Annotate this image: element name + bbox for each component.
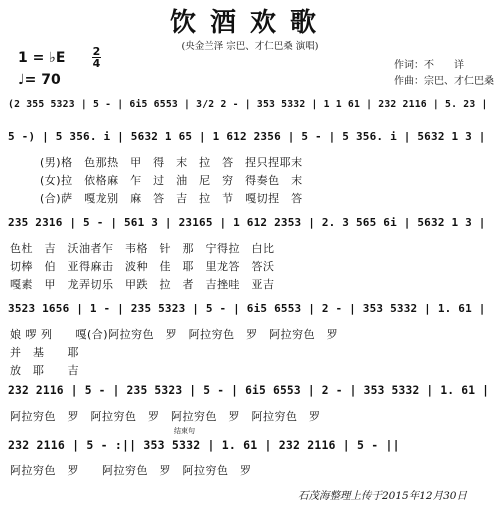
lyric-row-4b: 并 基 耶 (10, 346, 79, 359)
music-line-1: (2 355 5323 | 5 - | 6i5 6553 | 3/2 2 - | 353 5332 | 1 1 61 | 232 2116 | 5. 23 | (8, 99, 488, 110)
lyric-row-male: (男)格 色那热 甲 得 末 拉 答 捏只捏耶末 (40, 156, 303, 169)
key-signature: 1 = ♭E (18, 50, 66, 66)
lyric-row-3a: 色杜 吉 沃油者乍 韦格 针 那 宁得拉 白比 (10, 242, 275, 255)
time-signature-top: 2 (92, 45, 101, 58)
performers-line: (央金兰泽 宗巴、才仁巴桑 演唱) (181, 41, 319, 52)
upload-footer: 石茂海整理上传于2015年12月30日 (298, 490, 467, 502)
lyric-row-5: 阿拉穷色 罗 阿拉穷色 罗 阿拉穷色 罗 阿拉穷色 罗 (10, 410, 321, 423)
music-line-3: 235 2316 | 5 - | 561 3 | 23165 | 1 612 2353 | 2. 3 565 6i | 5632 1 3 | (8, 216, 486, 229)
composer-credit: 作曲：宗巴、才仁巴桑 (394, 76, 494, 87)
lyric-row-3b: 切棒 伯 亚得麻击 波种 佳 耶 里龙答 答沃 (10, 260, 275, 273)
lyric-row-6: 阿拉穷色 罗 阿拉穷色 罗 阿拉穷色 罗 (10, 464, 252, 477)
music-line-6: 232 2116 | 5 - :|| 353 5332 | 1. 61 | 232 2116 | 5 - || (8, 438, 400, 452)
time-signature (92, 46, 101, 69)
tempo-marking: ♩= 70 (18, 72, 61, 88)
time-signature-bottom: 4 (92, 57, 101, 70)
ending-phrase-mark: 结束句 (174, 427, 195, 435)
music-line-4: 3523 1656 | 1 - | 235 5323 | 5 - | 6i5 6553 | 2 - | 353 5332 | 1. 61 | (8, 302, 486, 315)
music-line-2: 5 -) | 5 356. i | 5632 1 65 | 1 612 2356 | 5 - | 5 356. i | 5632 1 3 | (8, 130, 486, 143)
lyric-row-4c: 放 耶 吉 (10, 364, 79, 377)
lyric-row-female: (女)拉 依格麻 乍 过 油 尼 穷 得奏色 末 (40, 174, 303, 187)
lyric-row-3c: 嘎素 甲 龙弄切乐 甲跌 拉 者 吉挫哇 亚吉 (10, 278, 275, 291)
lyric-row-chorus: (合)萨 嘎龙别 麻 答 吉 拉 节 嘎切捏 答 (40, 192, 303, 205)
music-line-5: 232 2116 | 5 - | 235 5323 | 5 - | 6i5 6553 | 2 - | 353 5332 | 1. 61 | (8, 384, 490, 397)
song-title: 饮酒欢歌 (169, 8, 330, 38)
lyricist-credit: 作词：不 详 (394, 60, 464, 71)
lyric-row-4a: 娘 啰 列 嘎(合)阿拉穷色 罗 阿拉穷色 罗 阿拉穷色 罗 (10, 328, 339, 341)
